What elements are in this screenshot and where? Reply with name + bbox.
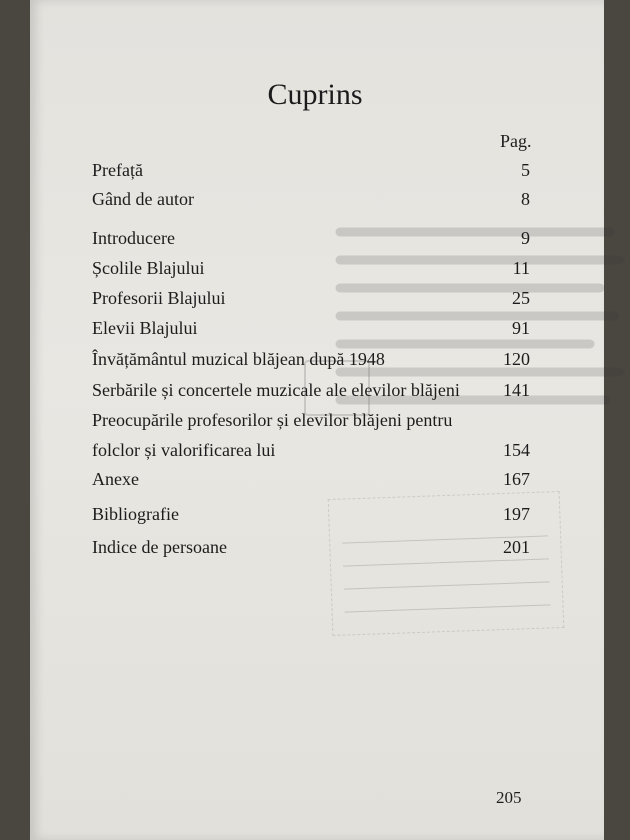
toc-entry-label: Școlile Blajului — [92, 258, 205, 278]
toc-entry — [92, 410, 530, 434]
page-number: 205 — [496, 788, 522, 807]
toc-entry — [92, 469, 530, 493]
toc-entry — [92, 440, 530, 464]
toc-entry-label: Indice de persoane — [92, 537, 227, 557]
toc-entry-page: 141 — [503, 380, 530, 400]
toc-entry-page: 197 — [503, 504, 530, 524]
toc-entry-page: 154 — [503, 440, 530, 460]
toc-entry-page: 91 — [512, 318, 530, 338]
toc-entry-page: 5 — [521, 160, 530, 180]
toc-entry-label: Elevii Blajului — [92, 318, 198, 338]
toc-entry — [92, 228, 530, 252]
toc-entry — [92, 504, 530, 528]
toc-entry — [92, 288, 530, 312]
toc-entry-page: 201 — [503, 537, 530, 557]
page-column-header: Pag. — [500, 131, 532, 151]
toc-entry — [92, 189, 530, 213]
toc-entry — [92, 380, 530, 404]
toc-entry-label: Serbările și concertele muzicale ale elevilor blăjeni — [92, 380, 460, 400]
toc-entry-label: Gând de autor — [92, 189, 194, 209]
toc-entry — [92, 537, 530, 561]
toc-entry-page: 167 — [503, 469, 530, 489]
toc-entry — [92, 349, 530, 373]
toc-entry-page: 8 — [521, 189, 530, 209]
toc-entry-label: Prefață — [92, 160, 143, 180]
toc-entry — [92, 160, 530, 184]
toc-entry — [92, 318, 530, 342]
page-title: Cuprins — [267, 78, 363, 111]
toc-entry-page: 120 — [503, 349, 530, 369]
toc-entry-page: 11 — [512, 258, 530, 278]
toc-entry-label: Profesorii Blajului — [92, 288, 226, 308]
toc-entry-label: Introducere — [92, 228, 175, 248]
toc-entry-page: 25 — [512, 288, 530, 308]
toc-entry — [92, 258, 530, 282]
toc-entry-label: Anexe — [92, 469, 139, 489]
toc-entry-label: Învățământul muzical blăjean după 1948 — [92, 349, 385, 369]
toc-entry-label: Bibliografie — [92, 504, 179, 524]
toc-entry-label: Preocupările profesorilor și elevilor blăjeni pentru — [92, 410, 453, 430]
toc-entry-label: folclor și valorificarea lui — [92, 440, 276, 460]
toc-entry-page: 9 — [521, 228, 530, 248]
